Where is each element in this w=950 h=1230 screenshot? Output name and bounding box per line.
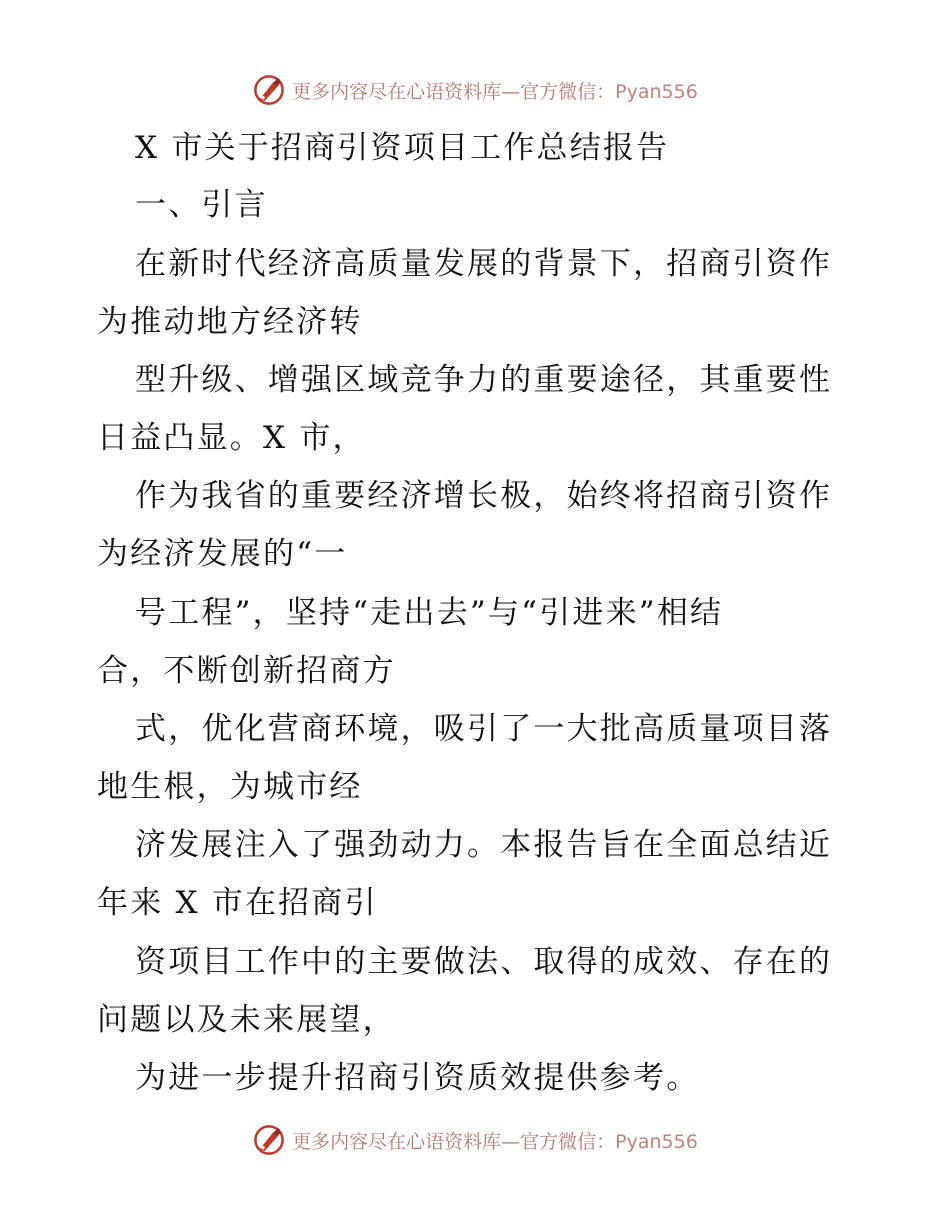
paragraph-line: 为推动地方经济转	[97, 304, 363, 340]
section-heading: 一、引言	[135, 187, 268, 223]
banner-text: 更多内容尽在心语资料库—官方微信：	[292, 1130, 616, 1153]
pen-nib-logo-icon	[252, 1123, 286, 1157]
paragraph-line: 作为我省的重要经济增长极，始终将招商引资作	[135, 478, 833, 514]
paragraph-line: 号工程”，坚持“走出去”与“引进来”相结	[135, 595, 724, 631]
paragraph-line: 为进一步提升招商引资质效提供参考。	[135, 1060, 700, 1096]
paragraph-line: 日益凸显。X 市，	[97, 420, 366, 456]
paragraph-line: 在新时代经济高质量发展的背景下，招商引资作	[135, 246, 833, 282]
document-title: X 市关于招商引资项目工作总结报告	[135, 130, 670, 166]
paragraph-line: 资项目工作中的主要做法、取得的成效、存在的	[135, 944, 833, 980]
pen-nib-logo-icon	[252, 73, 286, 107]
wechat-id: Pyan556	[615, 80, 698, 103]
wechat-id: Pyan556	[615, 1130, 698, 1153]
paragraph-line: 式，优化营商环境，吸引了一大批高质量项目落	[135, 711, 833, 747]
paragraph-line: 合，不断创新招商方	[97, 653, 396, 689]
banner-text: 更多内容尽在心语资料库—官方微信：	[292, 80, 616, 103]
paragraph-line: 济发展注入了强劲动力。本报告旨在全面总结近	[135, 827, 833, 863]
paragraph-line: 年来 X 市在招商引	[97, 885, 378, 921]
header-banner	[0, 70, 950, 110]
paragraph-line: 型升级、增强区域竞争力的重要途径，其重要性	[135, 362, 833, 398]
footer-banner	[0, 1120, 950, 1160]
paragraph-line: 问题以及未来展望，	[97, 1002, 396, 1038]
paragraph-line: 地生根，为城市经	[97, 769, 363, 805]
paragraph-line: 为经济发展的“一	[97, 536, 348, 572]
